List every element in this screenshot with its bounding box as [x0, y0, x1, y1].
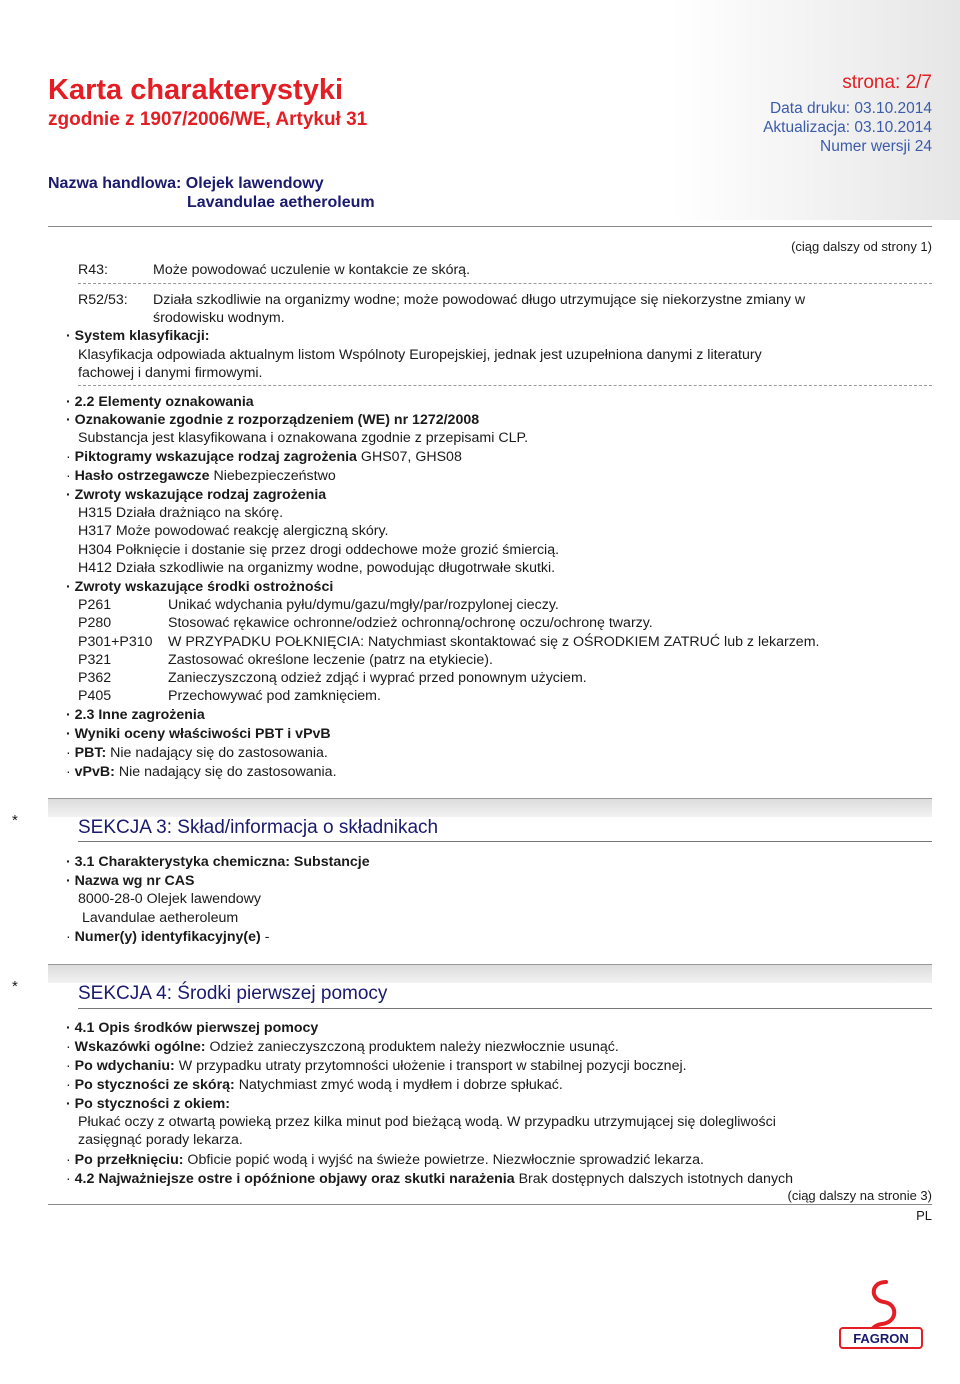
- hazard-statement: H317 Może powodować reakcję alergiczną skóry.: [78, 523, 389, 539]
- cas-latin: Lavandulae aetheroleum: [82, 910, 239, 926]
- section-4-1-title: · 4.1 Opis środków pierwszej pomocy: [66, 1020, 319, 1036]
- continued-from: (ciąg dalszy od strony 1): [791, 239, 932, 254]
- precaution-heading: · Zwroty wskazujące środki ostrożności: [66, 579, 334, 595]
- labelling-text: Substancja jest klasyfikowana i oznakowana zgodnie z przepisami CLP.: [78, 430, 529, 446]
- dashed-divider: [78, 283, 932, 284]
- precaution-text: Przechowywać pod zamknięciem.: [168, 688, 381, 704]
- pictograms: · Piktogramy wskazujące rodzaj zagrożenia GHS07, GHS08: [66, 449, 462, 465]
- section-2-3-title: · 2.3 Inne zagrożenia: [66, 707, 205, 723]
- fagron-logo-text: FAGRON: [853, 1331, 909, 1346]
- print-date: Data druku: 03.10.2014: [769, 100, 932, 117]
- hazard-statement: H315 Działa drażniąco na skórę.: [78, 505, 284, 521]
- section-3-underline: [78, 841, 932, 842]
- vpvb-result: · vPvB: Nie nadający się do zastosowania.: [66, 764, 337, 780]
- eye-heading: · Po styczności z okiem:: [66, 1096, 230, 1112]
- section-4-underline: [78, 1008, 932, 1009]
- precaution-text: Stosować rękawice ochronne/odzież ochronną/ochronę oczu/ochronę twarzy.: [168, 615, 653, 631]
- header-divider: [48, 226, 932, 227]
- update-date: Aktualizacja: 03.10.2014: [763, 119, 932, 136]
- change-marker: *: [12, 812, 18, 829]
- footer-divider: [48, 1204, 932, 1205]
- r-phrase-text-cont: środowisku wodnym.: [153, 310, 285, 326]
- eye-advice: Płukać oczy z otwartą powieką przez kilka minut pod bieżącą wodą. W przypadku utrzymującej się dolegliwości: [78, 1114, 776, 1130]
- precaution-code: P261: [78, 597, 112, 613]
- section-4-bar: [48, 964, 932, 983]
- general-advice: · Wskazówki ogólne: Odzież zanieczyszczoną produktem należy niezwłocznie usunąć.: [66, 1039, 619, 1055]
- version-number: Numer wersji 24: [820, 138, 932, 155]
- fagron-logo: [836, 1278, 926, 1368]
- skin-advice: · Po styczności ze skórą: Natychmiast zmyć wodą i mydłem i dobrze spłukać.: [66, 1077, 563, 1093]
- trade-name: Nazwa handlowa: Olejek lawendowy: [48, 175, 324, 192]
- precaution-code: P321: [78, 652, 112, 668]
- continued-to: (ciąg dalszy na stronie 3): [787, 1188, 932, 1203]
- symptoms: · 4.2 Najważniejsze ostre i opóźnione objawy oraz skutki narażenia Brak dostępnych dalszych istotnych danych: [66, 1171, 794, 1187]
- section-4-title: SEKCJA 4: Środki pierwszej pomocy: [78, 983, 388, 1004]
- language-code: PL: [916, 1208, 932, 1223]
- section-3-1-title: · 3.1 Charakterystyka chemiczna: Substancje: [66, 854, 370, 870]
- section-3-title: SEKCJA 3: Skład/informacja o składnikach: [78, 817, 439, 838]
- hazard-heading: · Zwroty wskazujące rodzaj zagrożenia: [66, 487, 327, 503]
- hazard-statement: H412 Działa szkodliwie na organizmy wodne, powodując długotrwałe skutki.: [78, 560, 556, 576]
- pbt-heading: · Wyniki oceny właściwości PBT i vPvB: [66, 726, 331, 742]
- inhalation-advice: · Po wdychaniu: W przypadku utraty przytomności ułożenie i transport w stabilnej pozycji bocznej.: [66, 1058, 687, 1074]
- cas-value: 8000-28-0 Olejek lawendowy: [78, 891, 261, 907]
- system-text-cont: fachowej i danymi firmowymi.: [78, 365, 263, 381]
- precaution-text: Zastosować określone leczenie (patrz na etykiecie).: [168, 652, 493, 668]
- r-phrase-text: Działa szkodliwie na organizmy wodne; może powodować długo utrzymujące się niekorzystne zmiany w: [153, 292, 806, 308]
- pbt-result: · PBT: Nie nadający się do zastosowania.: [66, 745, 328, 761]
- section-2-2-title: · 2.2 Elementy oznakowania: [66, 394, 254, 410]
- swallow-advice: · Po przełknięciu: Obficie popić wodą i wyjść na świeże powietrze. Niezwłocznie sprowadzić lekarza.: [66, 1152, 704, 1168]
- dashed-divider: [78, 385, 932, 386]
- hazard-statement: H304 Połknięcie i dostanie się przez drogi oddechowe może grozić śmiercią.: [78, 542, 560, 558]
- cas-heading: · Nazwa wg nr CAS: [66, 873, 195, 889]
- page-number: strona: 2/7: [842, 72, 932, 93]
- r-phrase-code: R43:: [78, 262, 108, 278]
- precaution-code: P405: [78, 688, 112, 704]
- precaution-text: W PRZYPADKU POŁKNIĘCIA: Natychmiast skontaktować się z OŚRODKIEM ZATRUĆ lub z lekarzem.: [168, 634, 820, 650]
- system-text: Klasyfikacja odpowiada aktualnym listom Wspólnoty Europejskiej, jednak jest uzupełniona danymi z literatury: [78, 347, 762, 363]
- precaution-text: Unikać wdychania pyłu/dymu/gazu/mgły/par/rozpylonej cieczy.: [168, 597, 559, 613]
- precaution-code: P301+P310: [78, 634, 153, 650]
- precaution-code: P280: [78, 615, 112, 631]
- precaution-text: Zanieczyszczoną odzież zdjąć i wyprać przed ponownym użyciem.: [168, 670, 587, 686]
- document-subtitle: zgodnie z 1907/2006/WE, Artykuł 31: [48, 109, 368, 130]
- trade-latin-name: Lavandulae aetheroleum: [187, 194, 375, 211]
- signal-word: · Hasło ostrzegawcze Niebezpieczeństwo: [66, 468, 336, 484]
- document-title: Karta charakterystyki: [48, 74, 344, 106]
- r-phrase-code: R52/53:: [78, 292, 128, 308]
- section-3-bar: [48, 798, 932, 817]
- eye-advice-cont: zasięgnąć porady lekarza.: [78, 1132, 243, 1148]
- system-label: · System klasyfikacji:: [66, 328, 210, 344]
- r-phrase-text: Może powodować uczulenie w kontakcie ze skórą.: [153, 262, 471, 278]
- precaution-code: P362: [78, 670, 112, 686]
- change-marker: *: [12, 978, 18, 995]
- identifiers: · Numer(y) identyfikacyjny(e) -: [66, 929, 270, 945]
- labelling-heading: · Oznakowanie zgodnie z rozporządzeniem (WE) nr 1272/2008: [66, 412, 480, 428]
